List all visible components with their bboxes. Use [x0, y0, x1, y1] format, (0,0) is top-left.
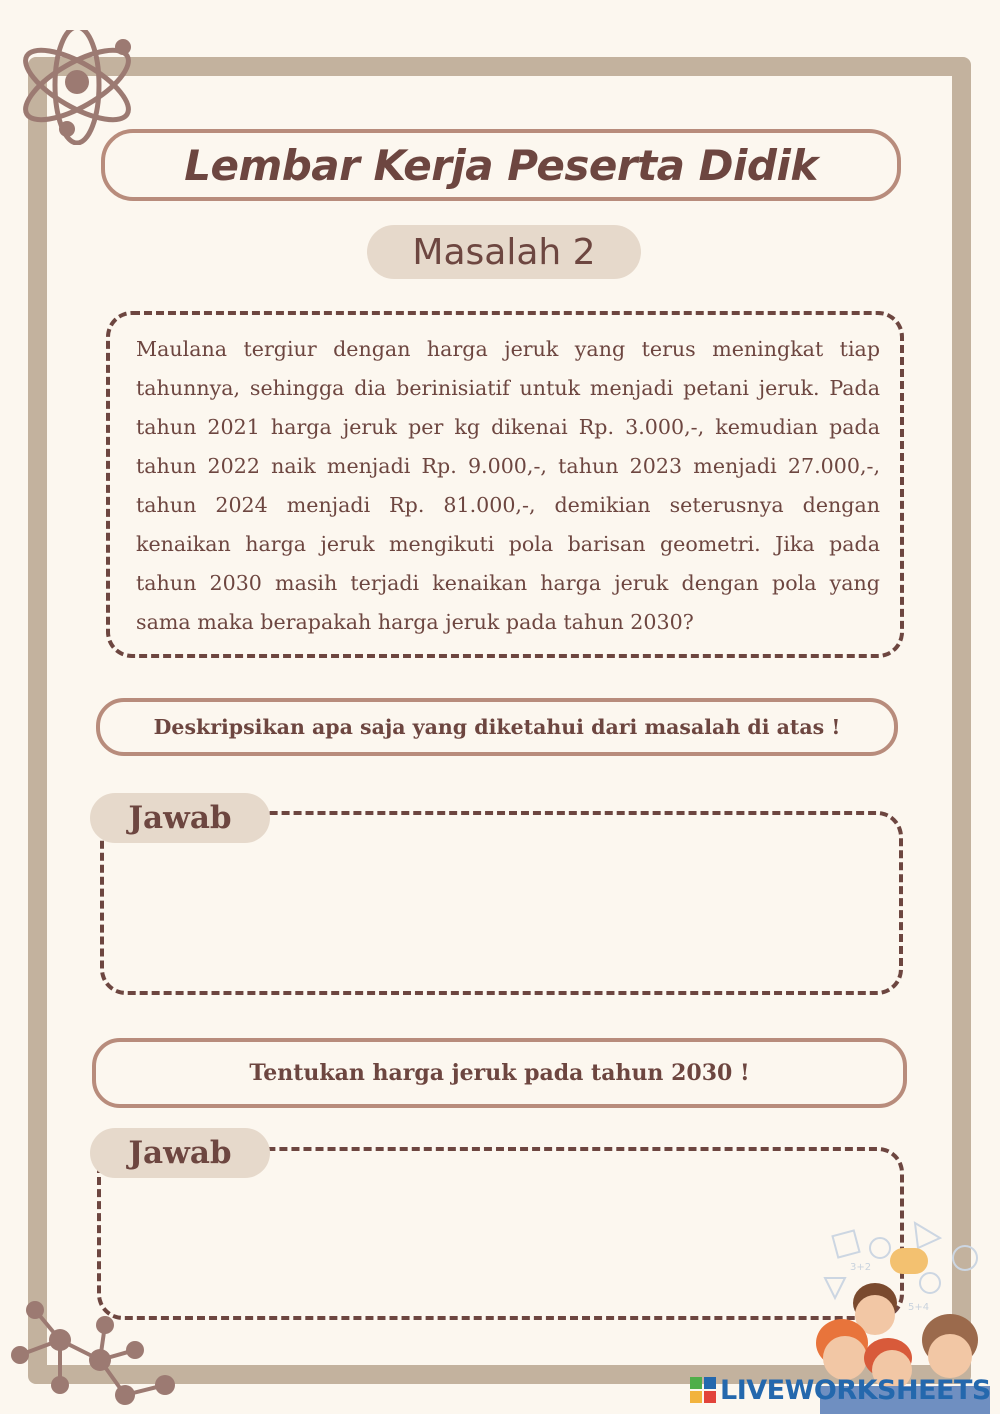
- liveworksheets-logo: [690, 1372, 991, 1408]
- answer-label-1: Jawab: [90, 793, 270, 843]
- answer-label-2: Jawab: [90, 1128, 270, 1178]
- svg-text:3+2: 3+2: [850, 1262, 872, 1273]
- watermark-text: LIVEWORKSHEETS: [720, 1374, 991, 1406]
- problem-label: Masalah 2: [367, 225, 641, 279]
- title-banner: [101, 129, 901, 201]
- atom-icon: [12, 30, 142, 145]
- page-title: Lembar Kerja Peserta Didik: [184, 140, 818, 190]
- liveworksheets-logo-icon: [690, 1377, 716, 1403]
- problem-text: Maulana tergiur dengan harga jeruk yang terus meningkat tiap tahunnya, sehingga dia berinisiatif untuk menjadi petani jeruk. Pada tahun 2021 harga jeruk per kg dikenai Rp. 3.000,-, kemudian pada tahun 2022 naik menjadi Rp. 9.000,-, tahun 2023 menjadi 27.000,-, tahun 2024 menjadi Rp. 81.000,-, demikian seterusnya dengan kenaikan harga jeruk mengikuti pola barisan geometri. Jika pada tahun 2030 masih terjadi kenaikan harga jeruk dengan pola yang sama maka berapakah harga jeruk pada tahun 2030?: [136, 337, 880, 634]
- question-2: Tentukan harga jeruk pada tahun 2030 !: [92, 1038, 907, 1108]
- svg-text:5+4: 5+4: [908, 1302, 930, 1313]
- question-1: Deskripsikan apa saja yang diketahui dari masalah di atas !: [96, 698, 898, 756]
